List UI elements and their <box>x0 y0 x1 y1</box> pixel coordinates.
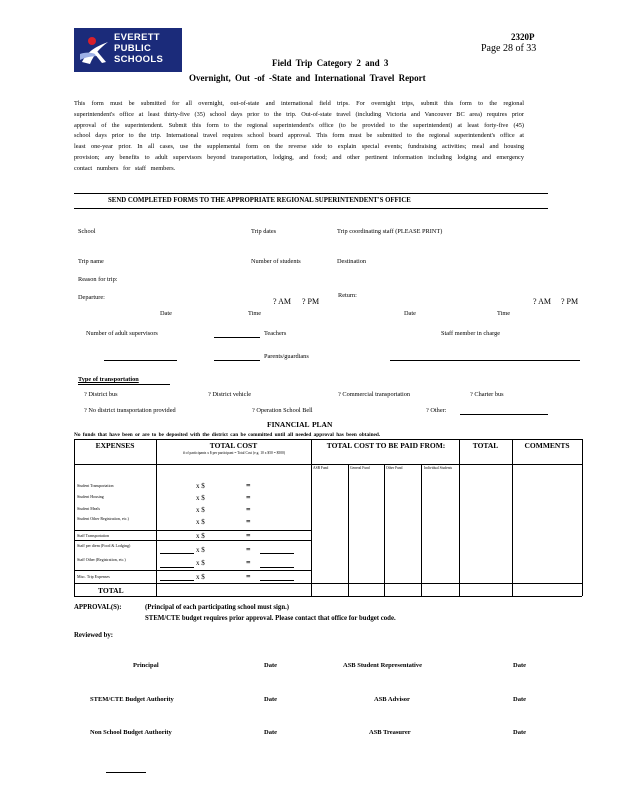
divider <box>74 208 548 209</box>
page-number: Page 28 of 33 <box>481 43 537 54</box>
staff-charge-label: Staff member in charge <box>441 330 501 337</box>
sig-date: Date <box>513 729 526 736</box>
parents-label: Parents/guardians <box>264 353 309 360</box>
return-time-label: Time <box>497 310 511 317</box>
teachers-label: Teachers <box>264 330 287 337</box>
row-divider <box>74 570 311 571</box>
equals-sign: = <box>246 493 251 502</box>
col-divider <box>74 439 75 596</box>
total-label: TOTAL <box>98 586 124 595</box>
sig-asb-student: ASB Student Representative <box>343 662 422 669</box>
logo-line1: EVERETT <box>114 32 160 43</box>
departure-time-label: Time <box>248 310 262 317</box>
intro-paragraph: This form must be submitted for all overnight, out-of-state and international field trips. For overnight trips, submit this form to the regional superintendent's office at least thirty-five (35) school days prior to the trip. Out-of-state travel (including Victoria and Vancouver BC area) requires prior approval of the superintendent. Submit this form to the regional superintendent's office (to be provided to the superintendent) at least forty-five (45) school days prior to the trip. International travel requires school board approval. This form must be submitted to the regional superintendent's office at least one-year prior. In all cases, use the supplemental form on the reverse side to explain special events; fundraising activities; meal and housing provision; any benefits to adult supervisors beyond transportation, lodging, and food; and other pertinent information including lodging and emergency contact numbers for staff members. <box>74 100 524 172</box>
reason-label: Reason for trip: <box>78 276 118 283</box>
return-pm-checkbox[interactable]: ? PM <box>561 297 579 306</box>
adult-line-1[interactable] <box>104 360 177 361</box>
amount-line[interactable] <box>160 540 194 541</box>
return-am-checkbox[interactable]: ? AM <box>533 297 551 306</box>
transport-district-vehicle[interactable]: ? District vehicle <box>208 391 252 398</box>
departure-am-checkbox[interactable]: ? AM <box>273 297 291 306</box>
paid-other: Other Fund <box>386 466 403 470</box>
approval-line1: (Principal of each participating school must sign.) <box>145 604 290 611</box>
col-divider <box>311 439 312 596</box>
departure-pm-checkbox[interactable]: ? PM <box>302 297 320 306</box>
sig-asb-advisor: ASB Advisor <box>374 696 410 703</box>
dollar-sign: $ <box>201 546 205 554</box>
table-top <box>74 439 582 440</box>
expense-row-label: Student Other Registration, etc.) <box>77 516 129 521</box>
dollar-sign: $ <box>201 532 205 540</box>
sig-date: Date <box>264 662 277 669</box>
trip-name-label: Trip name <box>78 258 104 265</box>
col-comments: COMMENTS <box>524 441 570 450</box>
financial-note: No funds that have been or are to be deposited with the district can be committed until all needed approval has been obtained. <box>74 432 381 438</box>
table-bottom <box>74 596 582 597</box>
expense-row-label: Misc. Trip Expenses <box>77 574 110 579</box>
row-divider <box>74 530 311 531</box>
mult-sign: x <box>196 559 200 567</box>
amount-line[interactable] <box>260 553 294 554</box>
amount-line[interactable] <box>160 567 194 568</box>
dollar-sign: $ <box>201 494 205 502</box>
row-divider <box>74 583 582 584</box>
trip-dates-label: Trip dates <box>251 228 277 235</box>
reviewed-by-label: Reviewed by: <box>74 632 114 639</box>
mult-sign: x <box>196 482 200 490</box>
logo-swoosh-icon <box>78 32 112 68</box>
sig-non-school: Non School Budget Authority <box>90 729 172 736</box>
num-adults-label: Number of adult supervisors <box>86 330 158 337</box>
paid-subcol <box>348 464 349 596</box>
dollar-sign: $ <box>201 506 205 514</box>
amount-line[interactable] <box>160 553 194 554</box>
mult-sign: x <box>196 494 200 502</box>
divider <box>74 193 548 194</box>
financial-plan-title: FINANCIAL PLAN <box>267 420 333 429</box>
title-line2: Overnight, Out -of -State and International Travel Report <box>189 73 426 83</box>
dollar-sign: $ <box>201 573 205 581</box>
sig-date: Date <box>513 662 526 669</box>
sig-date: Date <box>264 729 277 736</box>
mult-sign: x <box>196 573 200 581</box>
mult-sign: x <box>196 546 200 554</box>
send-forms-banner: SEND COMPLETED FORMS TO THE APPROPRIATE REGIONAL SUPERINTENDENT'S OFFICE <box>108 197 411 204</box>
departure-label: Departure: <box>78 294 105 301</box>
col-expenses: EXPENSES <box>95 441 135 450</box>
departure-date-label: Date <box>160 310 172 317</box>
trip-coordinating-label: Trip coordinating staff (PLEASE PRINT) <box>337 228 443 235</box>
transport-district-bus[interactable]: ? District bus <box>84 391 118 398</box>
expense-row-label: Student Transportation <box>77 483 114 488</box>
amount-line[interactable] <box>260 580 294 581</box>
num-adults-line[interactable] <box>214 337 260 338</box>
approval-line2: STEM/CTE budget requires prior approval. Please contact that office for budget code. <box>145 615 396 622</box>
transport-other-line[interactable] <box>460 414 548 415</box>
col-divider <box>582 439 583 596</box>
school-label: School <box>78 228 96 235</box>
amount-line[interactable] <box>260 540 294 541</box>
table-header-bottom <box>74 464 582 465</box>
transport-charter-bus[interactable]: ? Charter bus <box>470 391 504 398</box>
transport-underline <box>78 384 170 385</box>
mult-sign: x <box>196 518 200 526</box>
return-date-label: Date <box>404 310 416 317</box>
paid-students: Individual Students <box>424 466 453 470</box>
dollar-sign: $ <box>201 482 205 490</box>
col-paid-from: TOTAL COST TO BE PAID FROM: <box>326 441 446 450</box>
mult-sign: x <box>196 506 200 514</box>
sig-stem-cte: STEM/CTE Budget Authority <box>90 696 174 703</box>
expense-row-label: Staff per diem (Food & Lodging) <box>77 543 131 548</box>
col-divider <box>156 439 157 596</box>
dollar-sign: $ <box>201 518 205 526</box>
staff-charge-line[interactable] <box>390 360 580 361</box>
destination-label: Destination <box>337 258 367 265</box>
paid-asb: ASB Fund <box>313 466 329 470</box>
equals-sign: = <box>246 558 251 567</box>
equals-sign: = <box>246 572 251 581</box>
equals-sign: = <box>246 481 251 490</box>
equals-sign: = <box>246 505 251 514</box>
return-label: Return: <box>338 292 357 299</box>
transport-none[interactable]: ? No district transportation provided <box>84 407 176 414</box>
parents-line[interactable] <box>214 360 260 361</box>
col-total-cost: TOTAL COST <box>209 441 258 450</box>
logo-line3: SCHOOLS <box>114 54 164 65</box>
paid-subcol <box>384 464 385 596</box>
paid-subcol <box>421 464 422 596</box>
num-students-label: Number of students <box>251 258 301 265</box>
sig-asb-treasurer: ASB Treasurer <box>369 729 411 736</box>
sig-date: Date <box>264 696 277 703</box>
expense-row-label: Staff Other (Registration, etc.) <box>77 557 126 562</box>
mult-sign: x <box>196 532 200 540</box>
amount-line[interactable] <box>260 567 294 568</box>
transport-operation-school-bell[interactable]: ? Operation School Bell <box>252 407 313 414</box>
equals-sign: = <box>246 517 251 526</box>
transport-other[interactable]: ? Other: <box>426 407 447 414</box>
title-line1: Field Trip Category 2 and 3 <box>272 58 389 68</box>
footer-line <box>106 772 146 773</box>
transport-commercial[interactable]: ? Commercial transportation <box>338 391 411 398</box>
dollar-sign: $ <box>201 559 205 567</box>
paid-general: General Fund <box>350 466 370 470</box>
equals-sign: = <box>246 531 251 540</box>
sig-date: Date <box>513 696 526 703</box>
col-divider <box>512 439 513 596</box>
col-total: TOTAL <box>472 441 499 450</box>
logo-line2: PUBLIC <box>114 43 152 54</box>
sig-principal: Principal <box>133 662 159 669</box>
expense-row-label: Staff Transportation <box>77 533 110 538</box>
expense-row-label: Student Housing <box>77 494 104 499</box>
col-total-cost-sub: # of participants x $ per participant = Total Cost (e.g. 10 x $50 = $500) <box>182 451 286 455</box>
col-divider <box>459 439 460 596</box>
form-code: 2320P <box>511 32 535 42</box>
approval-label: APPROVAL(S): <box>74 604 122 611</box>
expense-row-label: Student Meals <box>77 506 100 511</box>
everett-public-schools-logo <box>74 28 182 72</box>
transport-heading: Type of transportation <box>78 376 139 383</box>
amount-line[interactable] <box>160 580 194 581</box>
equals-sign: = <box>246 545 251 554</box>
